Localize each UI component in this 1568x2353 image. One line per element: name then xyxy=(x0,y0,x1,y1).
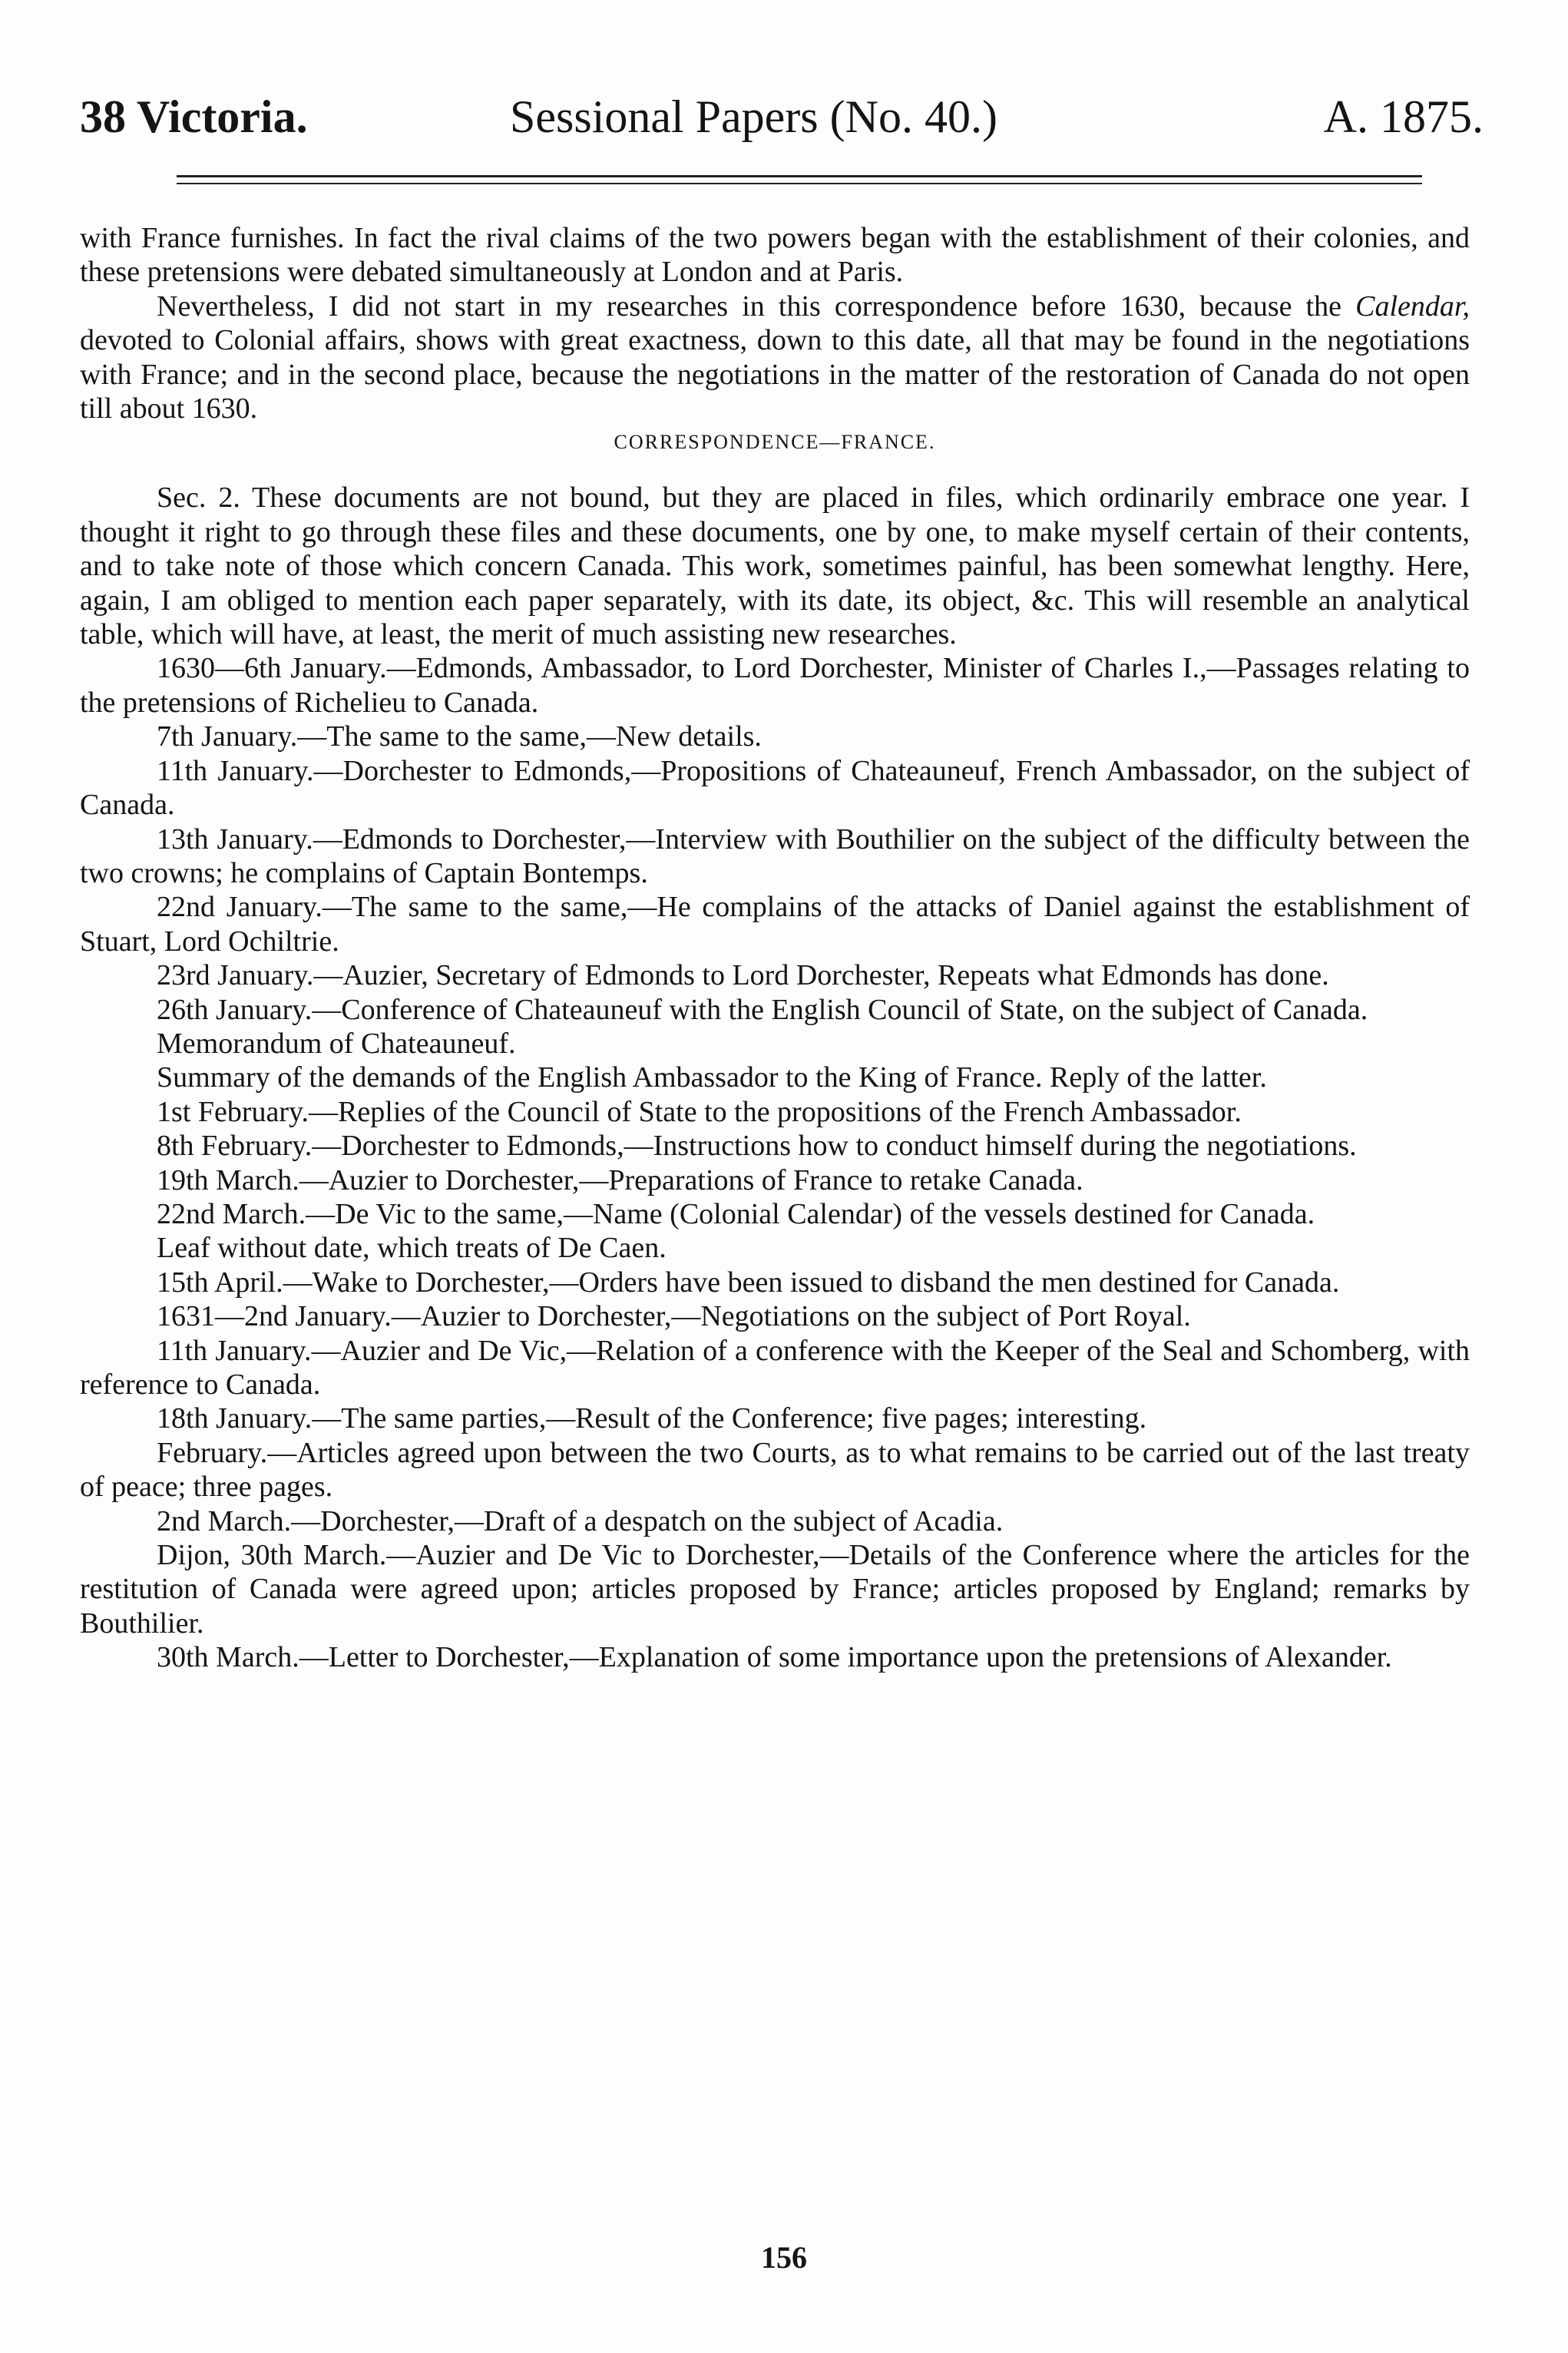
paragraph-nevertheless xyxy=(80,290,1470,426)
header-rule-thin xyxy=(177,183,1422,184)
entry: 2nd March.—Dorchester,—Draft of a despatch on the subject of Acadia. xyxy=(157,1504,1004,1537)
header-session: 38 Victoria. xyxy=(80,91,308,142)
header-title: Sessional Papers (No. 40.) xyxy=(510,91,997,142)
text-run: Nevertheless, I did not start in my researches in this correspondence before 1630, because the xyxy=(157,290,1356,323)
entry: 15th April.—Wake to Dorchester,—Orders have been issued to disband the men destined for Canada. xyxy=(157,1266,1340,1299)
entry: 11th January.—Dorchester to Edmonds,—Propositions of Chateauneuf, French Ambassador, on the subject of Canada. xyxy=(80,754,1470,822)
entry: 1631—2nd January.—Auzier to Dorchester,—Negotiations on the subject of Port Royal. xyxy=(157,1300,1191,1333)
entry: Leaf without date, which treats of De Caen. xyxy=(157,1232,667,1265)
entry: 30th March.—Letter to Dorchester,—Explanation of some importance upon the pretensions of Alexander. xyxy=(157,1641,1392,1674)
entry: 11th January.—Auzier and De Vic,—Relation of a conference with the Keeper of the Seal and Schomberg, with reference to Canada. xyxy=(80,1334,1470,1401)
paragraph-sec-2: Sec. 2. These documents are not bound, but they are placed in files, which ordinarily embrace one year. I thought it right to go through these files and these documents, one by one, to make myself certain of their contents, and to take note of those which concern Canada. This work, sometimes painful, has been somewhat lengthy. Here, again, I am obliged to mention each paper separately, with its date, its object, &c. This will resemble an analytical table, which will have, at least, the merit of much assisting new researches. xyxy=(80,482,1470,651)
calendar-title: Calendar, xyxy=(1355,290,1470,323)
entry: 23rd January.—Auzier, Secretary of Edmonds to Lord Dorchester, Repeats what Edmonds has done. xyxy=(157,959,1329,992)
entry: February.—Articles agreed upon between the two Courts, as to what remains to be carried out of the last treaty of peace; three pages. xyxy=(80,1436,1470,1504)
entry: 8th February.—Dorchester to Edmonds,—Instructions how to conduct himself during the negotiations. xyxy=(157,1130,1357,1163)
entry: 13th January.—Edmonds to Dorchester,—Interview with Bouthilier on the subject of the difficulty between the two crowns; he complains of Captain Bontemps. xyxy=(80,822,1470,889)
header-year: A. 1875. xyxy=(1323,91,1484,142)
entry: 1st February.—Replies of the Council of State to the propositions of the French Ambassador. xyxy=(157,1095,1242,1128)
running-header xyxy=(80,86,1484,147)
body-text xyxy=(80,221,1470,1675)
entry: 7th January.—The same to the same,—New details. xyxy=(157,720,762,753)
text-run: devoted to Colonial affairs, shows with great exactness, down to this date, all that may be found in the negotiations with France; and in the second place, because the negotiations in the matter of the restoration of Canada do not open till about 1630. xyxy=(80,324,1470,425)
entry: 22nd January.—The same to the same,—He complains of the attacks of Daniel against the establishment of Stuart, Lord Ochiltrie. xyxy=(80,891,1470,958)
entry: 26th January.—Conference of Chateauneuf with the English Council of State, on the subject of Canada. xyxy=(157,993,1368,1026)
section-heading: CORRESPONDENCE—FRANCE. xyxy=(614,431,936,454)
entry: Memorandum of Chateauneuf. xyxy=(157,1027,516,1060)
entry: 22nd March.—De Vic to the same,—Name (Colonial Calendar) of the vessels destined for Canada. xyxy=(157,1197,1315,1230)
paragraph-intro: with France furnishes. In fact the rival claims of the two powers began with the establishment of their colonies, and these pretensions were debated simultaneously at London and at Paris. xyxy=(80,222,1470,289)
entry: 18th January.—The same parties,—Result of the Conference; five pages; interesting. xyxy=(157,1402,1147,1435)
entry: 1630—6th January.—Edmonds, Ambassador, to Lord Dorchester, Minister of Charles I.,—Passages relating to the pretensions of Richelieu to Canada. xyxy=(80,652,1470,719)
entry: Summary of the demands of the English Ambassador to the King of France. Reply of the latter. xyxy=(157,1061,1267,1094)
header-rule xyxy=(177,175,1422,177)
entry: 19th March.—Auzier to Dorchester,—Preparations of France to retake Canada. xyxy=(157,1163,1083,1196)
page-number: 156 xyxy=(761,2240,807,2275)
entry: Dijon, 30th March.—Auzier and De Vic to Dorchester,—Details of the Conference where the articles for the restitution of Canada were agreed upon; articles proposed by France; articles proposed by England; remarks by Bouthilier. xyxy=(80,1539,1470,1640)
